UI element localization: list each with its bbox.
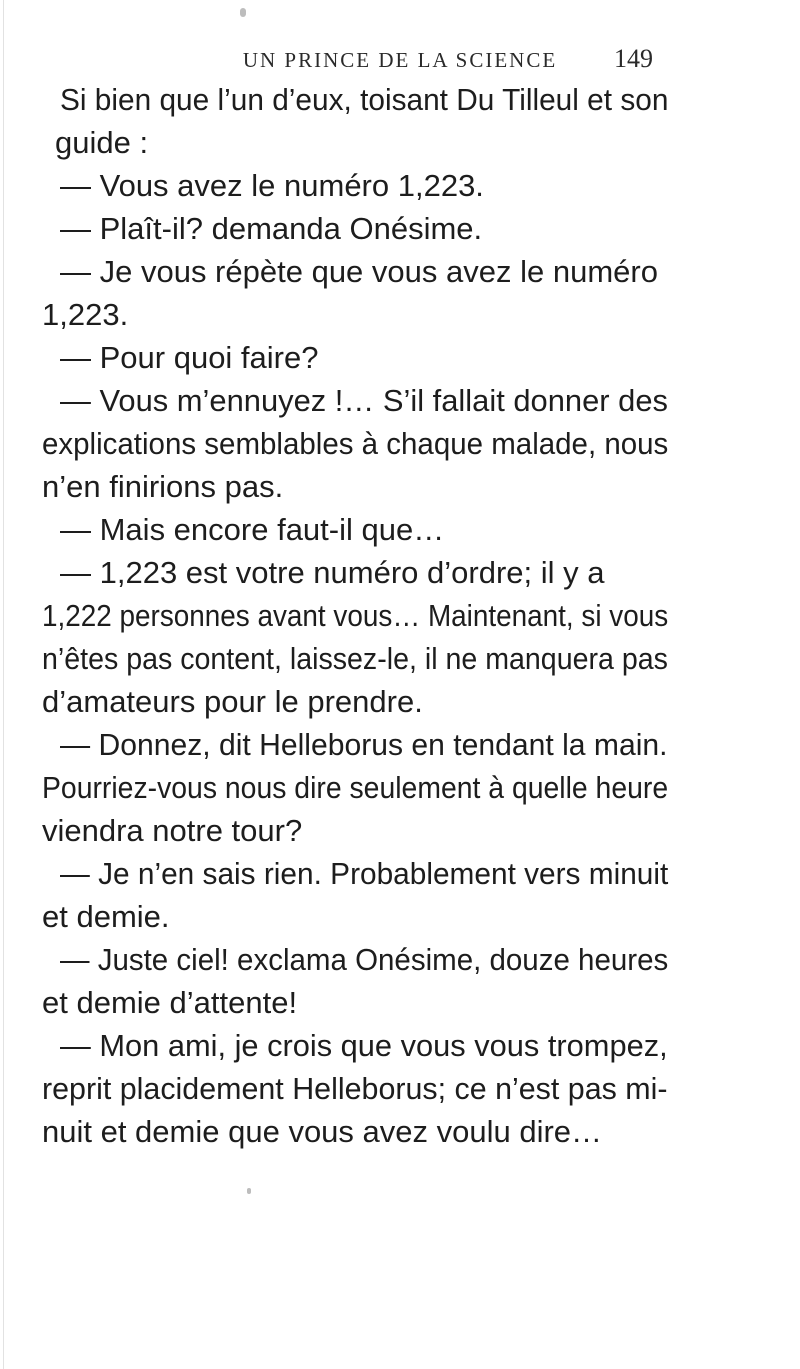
text-line: — Pour quoi faire? — [60, 340, 319, 375]
text-line: — 1,223 est votre numéro d’ordre; il y a — [60, 555, 605, 590]
running-head: UN PRINCE DE LA SCIENCE — [242, 48, 558, 72]
scan-edge-line — [3, 0, 4, 1369]
text-line: d’amateurs pour le prendre. — [42, 684, 423, 719]
text-line: guide : — [55, 125, 149, 160]
text-line: Si bien que l’un d’eux, toisant Du Tilleul et son — [60, 82, 669, 117]
text-line: — Je n’en sais rien. Probablement vers minuit — [60, 856, 669, 891]
text-line: et demie d’attente! — [42, 985, 298, 1020]
text-line: — Vous avez le numéro 1,223. — [60, 168, 484, 203]
page-number: 149 — [614, 44, 653, 73]
text-line: — Plaît-il? demanda Onésime. — [60, 211, 483, 246]
scan-speck — [247, 1188, 251, 1194]
text-line: Pourriez-vous nous dire seulement à quelle heure — [42, 770, 669, 805]
text-line: 1,223. — [42, 297, 129, 332]
text-line: — Mais encore faut-il que… — [60, 512, 445, 547]
text-line: nuit et demie que vous avez voulu dire… — [42, 1114, 603, 1149]
text-line: reprit placidement Helleborus; ce n’est pas mi- — [42, 1071, 668, 1106]
text-line: et demie. — [42, 899, 170, 934]
text-line: — Je vous répète que vous avez le numéro — [60, 254, 658, 289]
text-line: explications semblables à chaque malade, nous — [42, 426, 669, 461]
text-line: 1,222 personnes avant vous… Maintenant, si vous — [42, 598, 669, 633]
text-line: n’en finirions pas. — [42, 469, 284, 504]
text-line: viendra notre tour? — [42, 813, 303, 848]
text-line: n’êtes pas content, laissez-le, il ne manquera pas — [42, 641, 668, 676]
text-line: — Mon ami, je crois que vous vous trompez, — [60, 1028, 668, 1063]
text-line: — Vous m’ennuyez !… S’il fallait donner des — [60, 383, 668, 418]
text-line: — Donnez, dit Helleborus en tendant la main. — [60, 727, 668, 762]
scan-speck — [240, 8, 246, 17]
text-line: — Juste ciel! exclama Onésime, douze heures — [60, 942, 669, 977]
